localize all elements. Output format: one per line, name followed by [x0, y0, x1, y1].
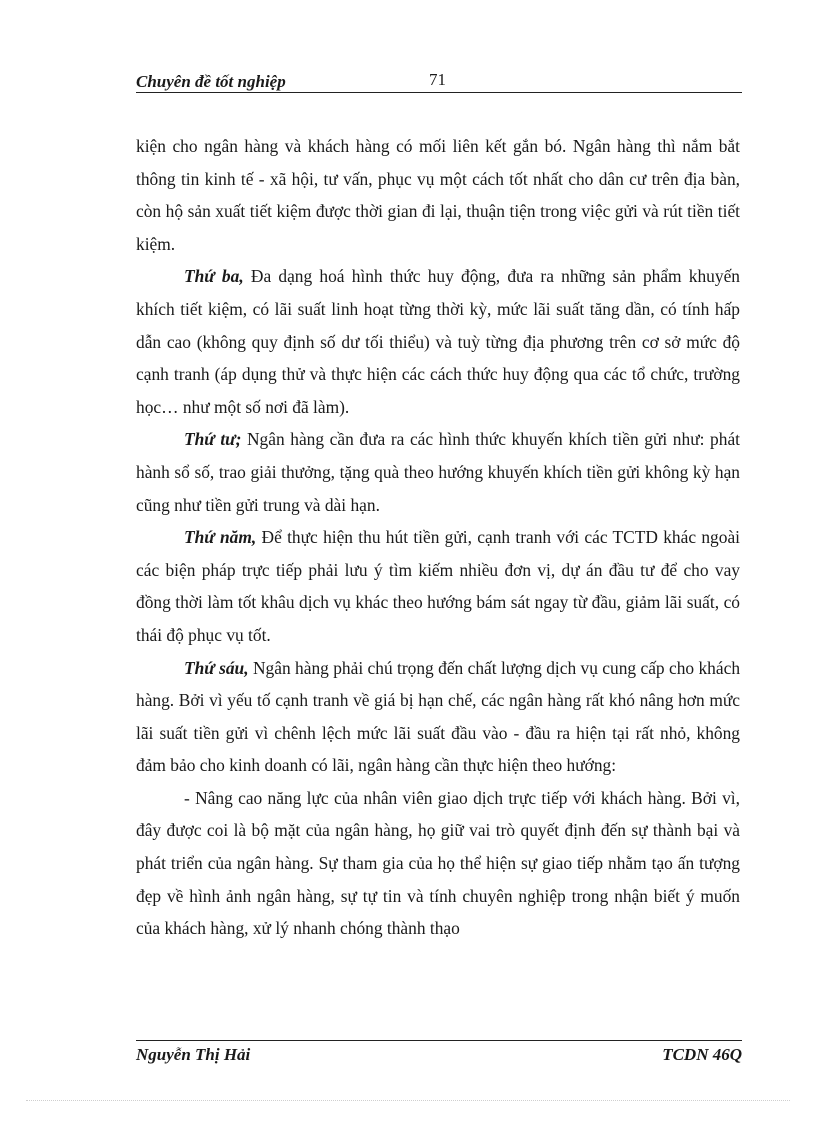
paragraph-3-lead: Thứ tư; [184, 429, 242, 450]
paragraph-6: - Nâng cao năng lực của nhân viên giao dịch trực tiếp với khách hàng. Bởi vì, đây được coi là bộ mặt của ngân hàng, họ giữ vai trò quyết định đến sự thành bại và phát triển của ngân hàng. Sự tham gia của họ thể hiện sự giao tiếp nhằm tạo ấn tượng đẹp về hình ảnh ngân hàng, sự tự tin và tính chuyên nghiệp trong nhận biết ý muốn của khách hàng, xử lý nhanh chóng thành thạo [136, 787, 740, 939]
paragraph-2 [136, 260, 740, 423]
paragraph-5-lead: Thứ sáu, [184, 657, 249, 678]
paragraph-4 [136, 521, 740, 651]
class-code: TCDN 46Q [662, 1045, 742, 1064]
paragraph-3 [136, 423, 740, 521]
paragraph-5 [136, 652, 740, 782]
author-name: Nguyễn Thị Hải [136, 1045, 251, 1064]
page-header [136, 70, 742, 93]
paragraph-4-lead: Thứ năm, [184, 527, 257, 548]
paragraph-2-text: Đa dạng hoá hình thức huy động, đưa ra những sản phẩm khuyến khích tiết kiệm, có lãi suất linh hoạt từng thời kỳ, mức lãi suất tăng dần, có tính hấp dẫn cao (không quy định số dư tối thiểu) và tuỳ từng địa phương trên cơ sở mức độ cạnh tranh (áp dụng thử và thực hiện các cách thức huy động qua các tổ chức, trường học… như một số nơi đã làm). [136, 266, 740, 417]
page-number: 71 [429, 70, 446, 89]
paragraph-3-text: Ngân hàng cần đưa ra các hình thức khuyến khích tiền gửi như: phát hành sổ số, trao giải thưởng, tặng quà theo hướng khuyến khích tiền gửi không kỳ hạn cũng như tiền gửi trung và dài hạn. [136, 429, 740, 515]
document-title: Chuyên đề tốt nghiệp [136, 72, 286, 91]
page-body [136, 130, 740, 945]
paragraph-2-lead: Thứ ba, [184, 266, 244, 287]
paragraph-1: kiện cho ngân hàng và khách hàng có mối liên kết gắn bó. Ngân hàng thì nắm bắt thông tin kinh tế - xã hội, tư vấn, phục vụ một cách tốt nhất cho dân cư trên địa bàn, còn hộ sản xuất tiết kiệm được thời gian đi lại, thuận tiện trong việc gửi và rút tiền tiết kiệm. [136, 136, 740, 254]
page-bottom-divider [26, 1100, 790, 1101]
paragraph-4-text: Để thực hiện thu hút tiền gửi, cạnh tranh với các TCTD khác ngoài các biện pháp trực tiếp phải lưu ý tìm kiếm nhiều đơn vị, dự án đầu tư để cho vay đồng thời làm tốt khâu dịch vụ khác theo hướng bám sát ngay từ đầu, giảm lãi suất, có thái độ phục vụ tốt. [136, 527, 740, 645]
page-footer [136, 1040, 742, 1065]
paragraph-5-text: Ngân hàng phải chú trọng đến chất lượng dịch vụ cung cấp cho khách hàng. Bởi vì yếu tố cạnh tranh về giá bị hạn chế, các ngân hàng rất khó nâng hơn mức lãi suất tiền gửi vì chênh lệch mức lãi suất đầu vào - đầu ra hiện tại rất nhỏ, không đảm bảo cho kinh doanh có lãi, ngân hàng cần thực hiện theo hướng: [136, 657, 741, 776]
